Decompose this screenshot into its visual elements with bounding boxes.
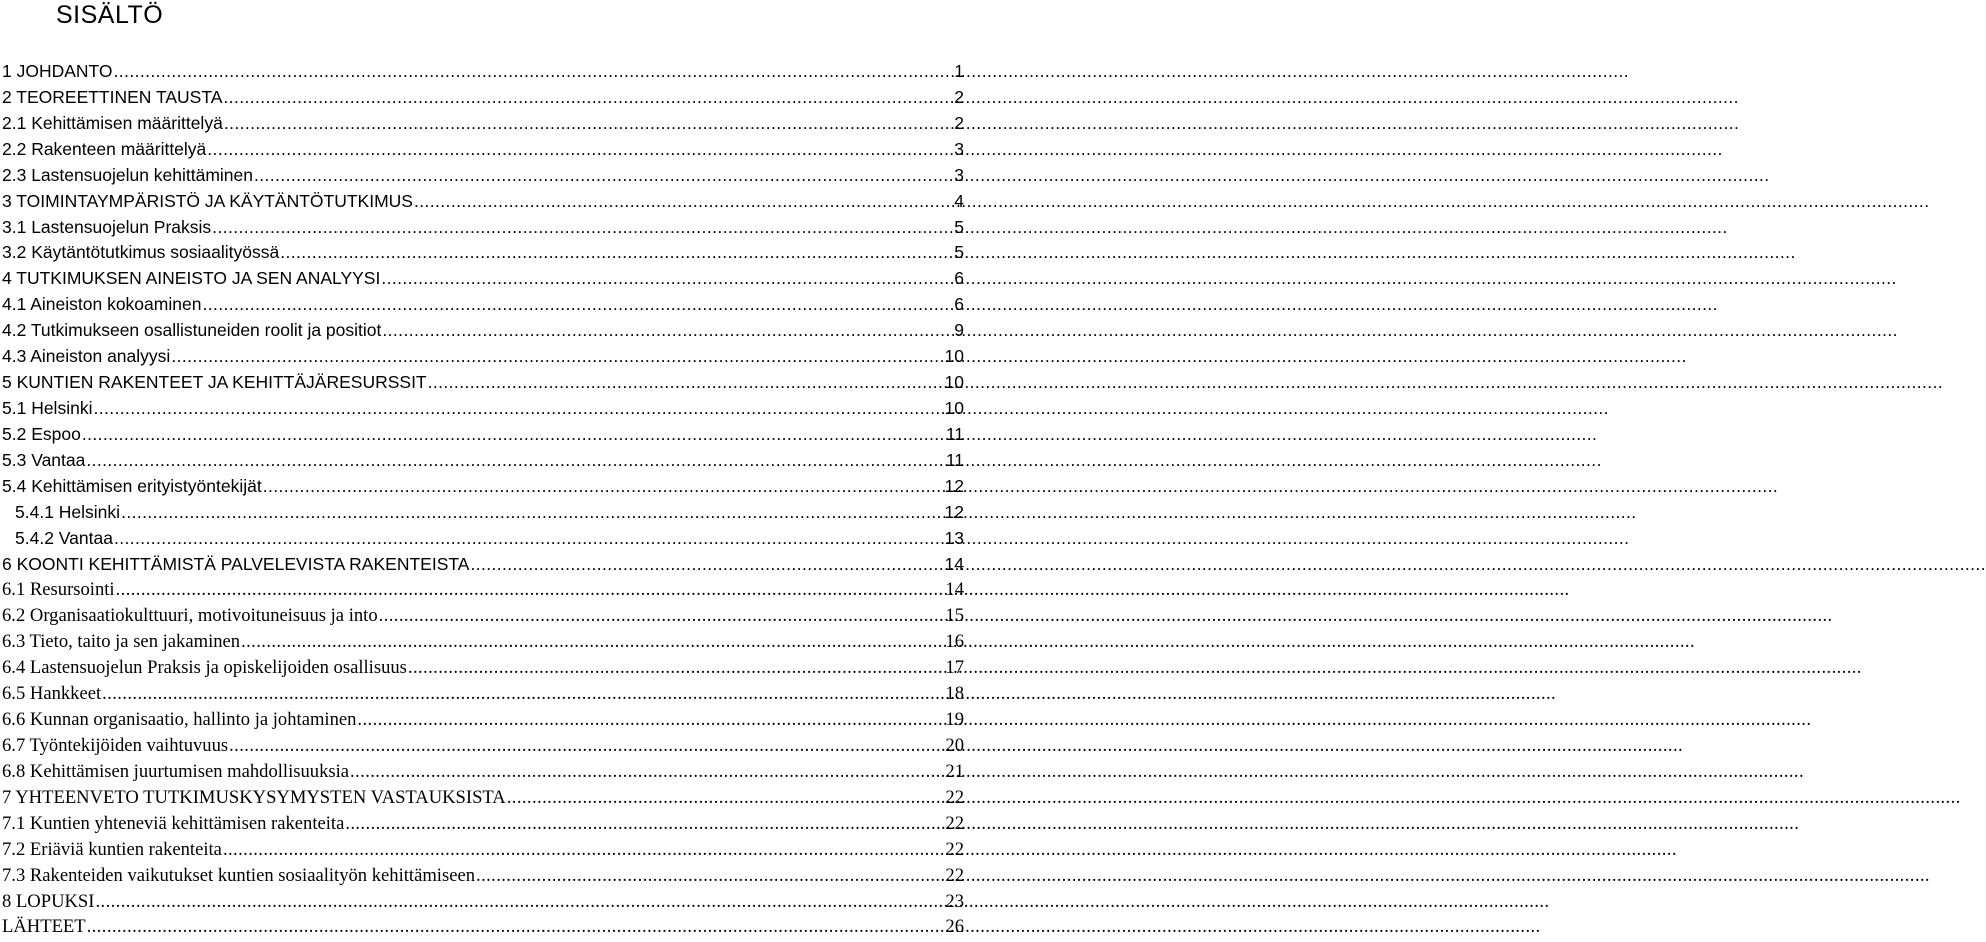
toc-entry-label: 1 JOHDANTO [2, 61, 113, 81]
toc-entry-label: 6.5 Hankkeet [2, 683, 102, 705]
toc-entry-page-number: 5 [954, 242, 964, 263]
toc-entry[interactable] [2, 422, 964, 448]
toc-entry-label: 6.7 Työntekijöiden vaihtuvuus [2, 734, 229, 756]
toc-entry-page-number: 26 [945, 916, 964, 938]
toc-entry-label: 6.6 Kunnan organisaatio, hallinto ja johtaminen [2, 709, 357, 731]
toc-entry[interactable] [2, 59, 964, 85]
toc-entry-page-number: 19 [945, 709, 964, 731]
toc-entry-label: 6.3 Tieto, taito ja sen jakaminen [2, 631, 241, 653]
toc-entry-label: 5.4 Kehittämisen erityistyöntekijät [2, 475, 262, 496]
table-of-contents [2, 59, 964, 940]
toc-dot-leader [279, 240, 954, 266]
toc-dot-leader [469, 552, 944, 578]
toc-dot-leader [222, 837, 945, 863]
toc-entry-label: 2.1 Kehittämisen määrittelyä [2, 112, 223, 133]
toc-entry-label: 7.2 Eriäviä kuntien rakenteita [2, 838, 222, 860]
toc-entry-label: 2.2 Rakenteen määrittelyä [2, 138, 207, 159]
toc-entry-page-number: 14 [944, 553, 964, 574]
toc-entry-page-number: 20 [945, 734, 964, 756]
toc-entry-label: 5.1 Helsinki [2, 397, 93, 418]
toc-dot-leader [506, 785, 946, 811]
toc-entry-label: 4.1 Aineiston kokoaminen [2, 294, 202, 315]
toc-dot-leader [211, 215, 954, 241]
toc-entry-label: 8 LOPUKSI [2, 890, 95, 912]
toc-entry-page-number: 15 [945, 605, 964, 627]
toc-entry[interactable] [2, 914, 964, 940]
toc-entry-label: 4.2 Tutkimukseen osallistuneiden roolit ja positiot [2, 320, 382, 341]
toc-dot-leader [201, 292, 954, 318]
toc-entry-page-number: 21 [945, 760, 964, 782]
toc-dot-leader [223, 111, 954, 137]
toc-dot-leader [81, 422, 946, 448]
toc-entry-page-number: 22 [945, 786, 964, 808]
toc-entry[interactable] [2, 163, 964, 189]
toc-dot-leader [206, 137, 954, 163]
toc-entry[interactable] [2, 759, 964, 785]
toc-entry-label: 3.1 Lastensuojelun Praksis [2, 216, 212, 237]
toc-entry-label: 3.2 Käytäntötutkimus sosiaalityössä [2, 242, 280, 263]
toc-entry-label: 4 TUTKIMUKSEN AINEISTO JA SEN ANALYYSI [2, 268, 381, 289]
toc-entry[interactable] [2, 474, 964, 500]
toc-dot-leader [356, 707, 945, 733]
toc-dot-leader [381, 318, 954, 344]
toc-entry[interactable] [2, 863, 964, 889]
toc-dot-leader [85, 448, 945, 474]
toc-entry[interactable] [2, 733, 964, 759]
toc-entry-page-number: 14 [945, 579, 964, 601]
toc-entry-page-number: 18 [945, 683, 964, 705]
toc-entry-label: LÄHTEET [2, 916, 86, 938]
toc-entry-label: 6.1 Resursointi [2, 579, 115, 601]
toc-entry[interactable] [2, 552, 964, 578]
toc-dot-leader [262, 474, 945, 500]
document-page [0, 0, 964, 942]
toc-dot-leader [407, 655, 946, 681]
toc-entry-page-number: 3 [954, 164, 964, 185]
toc-dot-leader [378, 603, 946, 629]
toc-entry[interactable] [2, 655, 964, 681]
toc-entry[interactable] [2, 811, 964, 837]
toc-dot-leader [113, 59, 954, 85]
toc-entry-label: 6.8 Kehittämisen juurtumisen mahdollisuuksia [2, 760, 350, 782]
toc-entry-page-number: 3 [954, 138, 964, 159]
toc-entry-page-number: 9 [954, 320, 964, 341]
toc-entry-page-number: 4 [954, 190, 964, 211]
toc-entry-label: 6.2 Organisaatiokulttuuri, motivoituneisuus ja into [2, 605, 378, 627]
toc-entry[interactable] [2, 526, 964, 552]
toc-dot-leader [86, 914, 946, 940]
toc-dot-leader [113, 526, 945, 552]
toc-entry[interactable] [2, 215, 964, 241]
toc-entry-label: 5.2 Espoo [2, 423, 81, 444]
toc-entry[interactable] [2, 189, 964, 215]
toc-dot-leader [349, 759, 945, 785]
toc-entry[interactable] [2, 111, 964, 137]
toc-entry[interactable] [2, 837, 964, 863]
toc-entry-page-number: 1 [954, 61, 964, 81]
toc-entry-label: 4.3 Aineiston analyysi [2, 346, 171, 367]
toc-entry-label: 2 TEOREETTINEN TAUSTA [2, 86, 223, 107]
toc-entry-label: 2.3 Lastensuojelun kehittäminen [2, 164, 254, 185]
toc-dot-leader [101, 681, 945, 707]
toc-entry-page-number: 22 [945, 838, 964, 860]
toc-entry-page-number: 2 [954, 86, 964, 107]
toc-entry[interactable] [2, 629, 964, 655]
toc-entry-label: 7.3 Rakenteiden vaikutukset kuntien sosiaalityön kehittämiseen [2, 864, 476, 886]
toc-entry-label: 6.4 Lastensuojelun Praksis ja opiskelijoiden osallisuus [2, 657, 407, 679]
toc-dot-leader [115, 577, 946, 603]
toc-entry[interactable] [2, 577, 964, 603]
toc-entry-page-number: 11 [945, 449, 964, 470]
toc-entry[interactable] [2, 785, 964, 811]
toc-entry[interactable] [2, 266, 964, 292]
toc-dot-leader [240, 629, 945, 655]
toc-dot-leader [344, 811, 945, 837]
toc-entry[interactable] [2, 448, 964, 474]
toc-entry[interactable] [2, 318, 964, 344]
toc-entry-page-number: 10 [944, 397, 964, 418]
toc-dot-leader [253, 163, 954, 189]
toc-entry-label: 5.4.1 Helsinki [15, 501, 121, 522]
toc-dot-leader [475, 863, 945, 889]
toc-dot-leader [228, 733, 945, 759]
toc-entry-page-number: 17 [945, 657, 964, 679]
toc-entry-page-number: 11 [945, 423, 964, 444]
toc-entry[interactable] [2, 85, 964, 111]
toc-entry-page-number: 23 [945, 890, 964, 912]
toc-entry-page-number: 22 [945, 812, 964, 834]
toc-entry[interactable] [2, 396, 964, 422]
toc-entry-page-number: 13 [944, 527, 964, 548]
toc-dot-leader [380, 266, 954, 292]
toc-dot-leader [170, 344, 944, 370]
toc-dot-leader [222, 85, 954, 111]
toc-entry-page-number: 6 [954, 268, 964, 289]
toc-entry[interactable] [2, 500, 964, 526]
toc-entry[interactable] [2, 344, 964, 370]
toc-entry[interactable] [2, 370, 964, 396]
toc-entry[interactable] [2, 889, 964, 915]
toc-entry-page-number: 10 [944, 372, 964, 393]
toc-entry-label: 7.1 Kuntien yhteneviä kehittämisen rakenteita [2, 812, 345, 834]
toc-entry-page-number: 12 [944, 475, 964, 496]
toc-entry-label: 5.3 Vantaa [2, 449, 86, 470]
toc-entry-label: 5.4.2 Vantaa [15, 527, 113, 548]
toc-entry-label: 6 KOONTI KEHITTÄMISTÄ PALVELEVISTA RAKENTEISTA [2, 553, 470, 574]
toc-entry-label: 7 YHTEENVETO TUTKIMUSKYSYMYSTEN VASTAUKSISTA [2, 786, 506, 808]
toc-entry[interactable] [2, 240, 964, 266]
toc-dot-leader [427, 370, 945, 396]
toc-entry[interactable] [2, 603, 964, 629]
toc-entry-page-number: 12 [944, 501, 964, 522]
toc-entry-page-number: 6 [954, 294, 964, 315]
toc-entry-page-number: 10 [944, 346, 964, 367]
toc-entry[interactable] [2, 292, 964, 318]
toc-entry-page-number: 22 [945, 864, 964, 886]
toc-entry[interactable] [2, 707, 964, 733]
toc-entry-label: 5 KUNTIEN RAKENTEET JA KEHITTÄJÄRESURSSIT [2, 372, 427, 393]
toc-entry[interactable] [2, 681, 964, 707]
toc-entry-page-number: 2 [954, 112, 964, 133]
toc-entry-page-number: 5 [954, 216, 964, 237]
toc-dot-leader [92, 396, 944, 422]
toc-dot-leader [120, 500, 944, 526]
toc-entry[interactable] [2, 137, 964, 163]
toc-entry-label: 3 TOIMINTAYMPÄRISTÖ JA KÄYTÄNTÖTUTKIMUS [2, 190, 413, 211]
toc-entry-page-number: 16 [945, 631, 964, 653]
toc-dot-leader [94, 889, 945, 915]
toc-dot-leader [413, 189, 954, 215]
toc-heading: SISÄLTÖ [56, 1, 164, 29]
